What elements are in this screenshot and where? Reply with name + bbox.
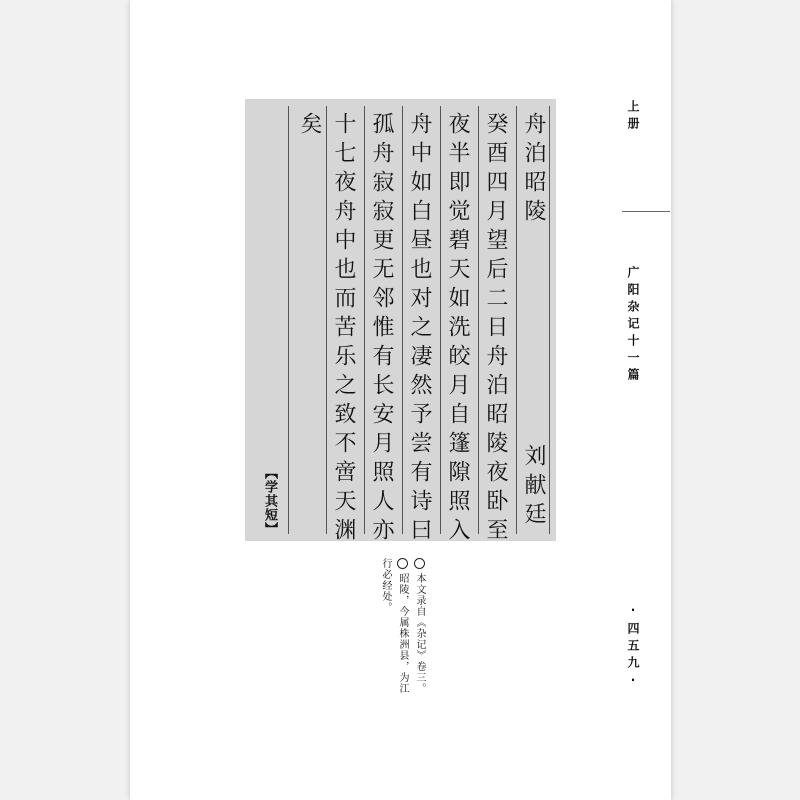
note-circle-icon — [397, 558, 408, 569]
poem-line: 舟中如白昼也对之凄然予尝有诗曰 — [407, 112, 432, 547]
poem-title: 舟泊昭陵 — [521, 112, 546, 228]
footnote-2-continued: 行必经处。 — [380, 558, 391, 613]
note-circle-icon — [414, 558, 425, 569]
poem-line: 十七夜舟中也而苦乐之致不啻天渊 — [331, 112, 356, 547]
footnote-2: 昭陵，今属株洲县，为江 — [395, 558, 409, 694]
header-rule — [622, 211, 670, 212]
poem-line: 夜半即觉碧天如洗皎月自篷隙照入 — [445, 112, 470, 547]
poem-line: 矣 — [297, 112, 322, 141]
volume-label: 上册 — [626, 100, 640, 134]
poem-line: 孤舟寂寂更无邻惟有长安月照人亦 — [369, 112, 394, 547]
chapter-title: 广阳杂记十一篇 — [626, 266, 640, 385]
poem-author: 刘献廷 — [521, 444, 546, 531]
section-tag: 【学其短】 — [262, 466, 277, 536]
column-divider — [288, 106, 289, 534]
page-number: ·四五九· — [626, 603, 640, 692]
footnote-1: 本文录自《杂记》卷三。 — [412, 558, 426, 694]
poem-line: 癸酉四月望后二日舟泊昭陵夜卧至 — [483, 112, 508, 547]
